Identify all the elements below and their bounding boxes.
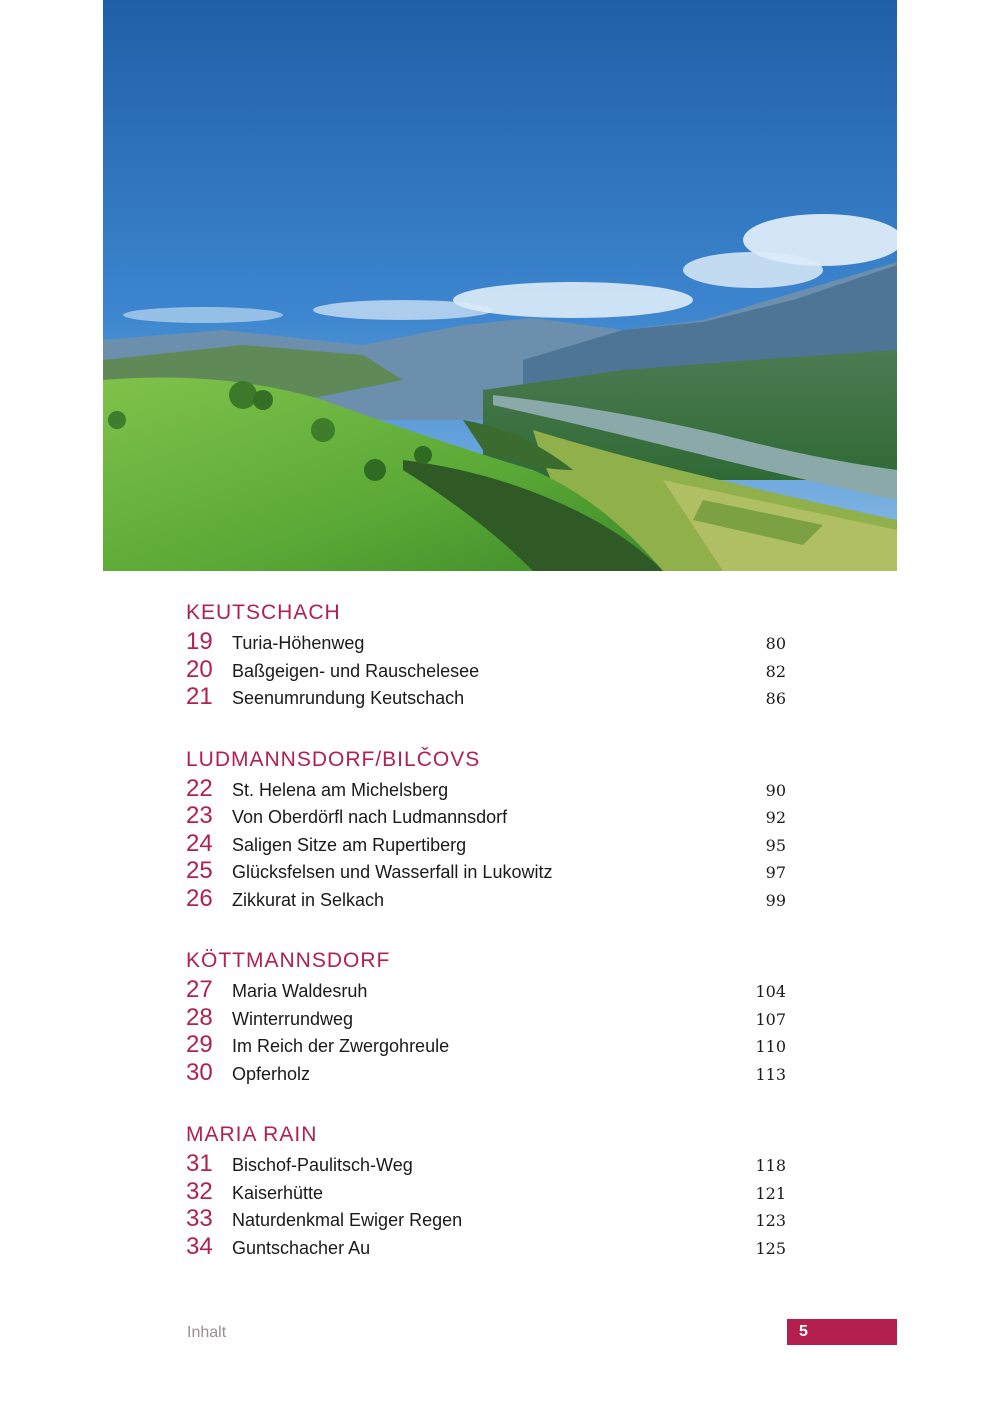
entry-number: 22	[186, 774, 213, 802]
entry-title: Opferholz	[232, 1063, 311, 1084]
section-heading: LUDMANNSDORF/BILČOVS	[186, 747, 481, 771]
toc-entry[interactable]	[186, 885, 786, 913]
entry-page: 121	[755, 1183, 786, 1203]
toc-entry[interactable]	[186, 656, 786, 684]
entry-page: 82	[765, 661, 786, 681]
landscape-photo	[103, 0, 897, 571]
toc-entry[interactable]	[186, 1150, 786, 1178]
toc-entry[interactable]	[186, 857, 786, 885]
entry-title: St. Helena am Michelsberg	[232, 779, 449, 800]
entry-title: Von Oberdörfl nach Ludmannsdorf	[232, 807, 508, 827]
entry-title: Seenumrundung Keutschach	[232, 688, 465, 708]
toc-entry[interactable]	[186, 830, 786, 858]
entry-number: 26	[186, 884, 213, 912]
landscape-illustration	[103, 0, 897, 571]
toc-section-keutschach	[186, 600, 786, 711]
toc-entry[interactable]	[186, 683, 786, 711]
entry-page: 110	[755, 1037, 786, 1056]
section-heading: MARIA RAIN	[186, 1123, 318, 1146]
entry-number: 29	[186, 1031, 213, 1058]
entry-number: 34	[186, 1232, 213, 1260]
entry-number: 23	[186, 802, 213, 829]
entry-page: 99	[765, 890, 786, 910]
entry-number: 24	[186, 829, 213, 857]
toc-entry[interactable]	[186, 1205, 786, 1233]
page-number-badge: 5	[787, 1319, 897, 1345]
entry-number: 27	[186, 976, 213, 1003]
entry-title: Zikkurat in Selkach	[232, 889, 385, 910]
toc-section-ludmannsdorf	[186, 747, 786, 913]
entry-page: 123	[755, 1211, 786, 1230]
entry-title: Naturdenkmal Ewiger Regen	[232, 1210, 463, 1230]
toc-entry[interactable]	[186, 1178, 786, 1206]
toc-entry[interactable]	[186, 1004, 786, 1032]
entry-title: Guntschacher Au	[232, 1237, 371, 1258]
entry-page: 97	[765, 863, 786, 882]
entry-page: 125	[755, 1238, 786, 1258]
entry-page: 90	[765, 780, 786, 800]
entry-title: Kaiserhütte	[232, 1182, 324, 1203]
entry-page: 113	[755, 1064, 786, 1084]
entry-number: 21	[186, 683, 213, 710]
table-of-contents	[186, 600, 786, 1296]
entry-number: 31	[186, 1150, 213, 1177]
entry-page: 86	[765, 689, 786, 708]
toc-entry[interactable]	[186, 775, 786, 803]
toc-section-koettmannsdorf	[186, 948, 786, 1086]
entry-number: 20	[186, 655, 213, 683]
entry-page: 104	[755, 982, 786, 1001]
entry-title: Bischof-Paulitsch-Weg	[232, 1155, 413, 1175]
entry-page: 95	[765, 835, 786, 855]
entry-title: Saligen Sitze am Rupertiberg	[232, 834, 467, 855]
toc-entry[interactable]	[186, 976, 786, 1004]
entry-title: Turia-Höhenweg	[232, 633, 365, 653]
entry-number: 25	[186, 857, 213, 884]
entry-title: Winterrundweg	[232, 1008, 354, 1029]
entry-page: 107	[755, 1009, 786, 1029]
entry-title: Baßgeigen- und Rauschelesee	[232, 660, 480, 681]
section-heading: KÖTTMANNSDORF	[186, 949, 391, 972]
entry-page: 92	[765, 808, 786, 827]
toc-entry[interactable]	[186, 1031, 786, 1059]
entry-number: 30	[186, 1058, 213, 1086]
entry-page: 80	[765, 634, 786, 653]
entry-number: 28	[186, 1003, 213, 1031]
entry-title: Glücksfelsen und Wasserfall in Lukowitz	[232, 862, 553, 882]
footer-section-label: Inhalt	[187, 1324, 227, 1341]
toc-entry[interactable]	[186, 1233, 786, 1261]
toc-section-maria-rain	[186, 1122, 786, 1260]
entry-title: Im Reich der Zwergohreule	[232, 1036, 450, 1056]
toc-entry[interactable]	[186, 802, 786, 830]
entry-number: 32	[186, 1177, 213, 1205]
entry-number: 19	[186, 628, 213, 655]
toc-entry[interactable]	[186, 1059, 786, 1087]
entry-page: 118	[755, 1156, 786, 1175]
entry-number: 33	[186, 1205, 213, 1232]
toc-entry[interactable]	[186, 628, 786, 656]
entry-title: Maria Waldesruh	[232, 981, 368, 1001]
section-heading: KEUTSCHACH	[186, 601, 341, 624]
